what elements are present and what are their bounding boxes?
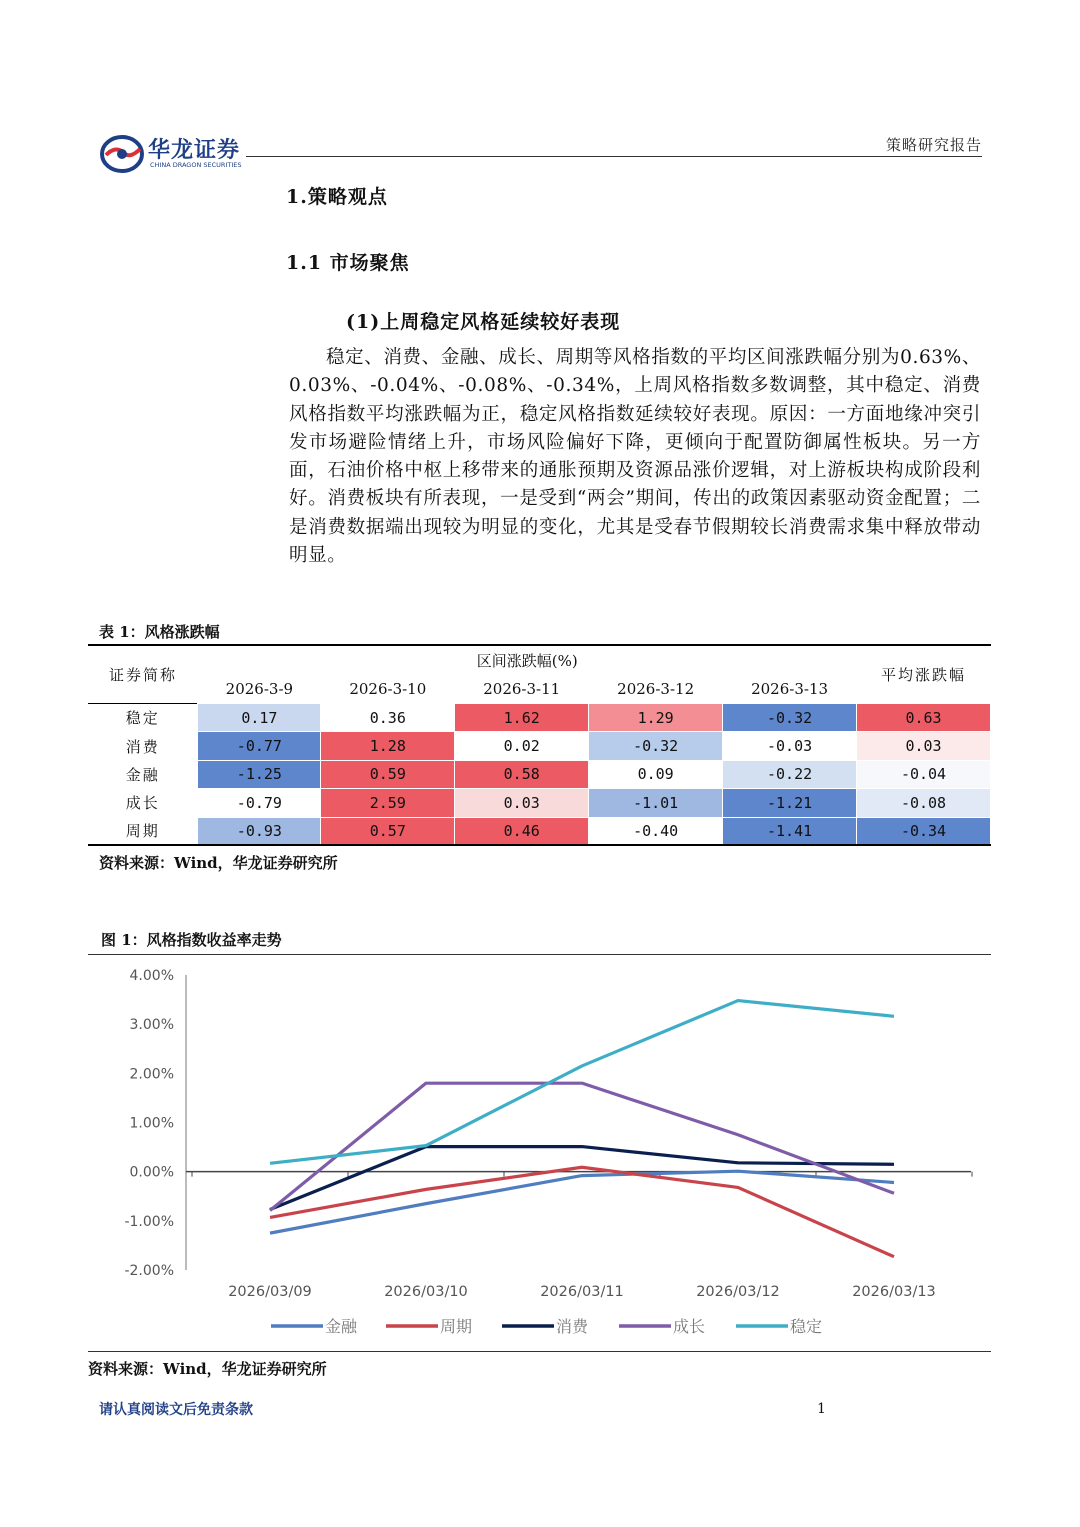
table-cell: -1.25: [198, 760, 321, 788]
table-source: 资料来源：Wind，华龙证券研究所: [99, 854, 338, 872]
table-title: 表 1：风格涨跌幅: [99, 623, 220, 641]
section-heading-1-1: 1.1 市场聚焦: [286, 252, 410, 274]
table-cell: -0.77: [198, 732, 321, 760]
section-heading-1: 1.策略观点: [286, 186, 388, 208]
legend-label: 消费: [556, 1317, 589, 1336]
figure-title: 图 1：风格指数收益率走势: [101, 931, 282, 949]
avg-cell: 0.63: [857, 704, 991, 732]
header-divider: [246, 156, 982, 157]
col-header-date: 2026-3-13: [751, 680, 829, 698]
table-cell: -0.03: [723, 732, 857, 760]
body-paragraph: 稳定、消费、金融、成长、周期等风格指数的平均区间涨跌幅分别为0.63%、0.03%、-0.04%、-0.08%、-0.34%，上周风格指数多数调整，其中稳定、消费风格指数平均涨跌幅为正，稳定风格指数延续较好表现。原因：一方面地缘冲突引发市场避险情绪上升，市场风险偏好下降，更倾向于配置防御属性板块。另一方面，石油价格中枢上移带来的通胀预期及资源品涨价逻辑，对上游板块构成阶段利好。消费板块有所表现，一是受到“两会”期间，传出的政策因素驱动资金配置；二是消费数据端出现较为明显的变化，尤其是受春节假期较长消费需求集中释放带动明显。: [289, 347, 981, 567]
col-header-avg: 平均涨跌幅: [881, 666, 967, 684]
table-cell: 0.59: [321, 760, 455, 788]
col-header-date: 2026-3-12: [617, 680, 695, 698]
table-cell: -1.41: [723, 817, 857, 845]
avg-cell: -0.04: [857, 760, 991, 788]
row-label: 金融: [125, 765, 160, 784]
col-header-name: 证券简称: [108, 666, 177, 684]
subsection-heading: (1)上周稳定风格延续较好表现: [346, 311, 621, 333]
y-tick-label: 0.00%: [129, 1164, 174, 1181]
table-cell: 1.28: [321, 732, 455, 760]
legend-label: 成长: [673, 1317, 706, 1336]
table-row: [88, 760, 991, 788]
table-cell: 0.02: [455, 732, 589, 760]
y-tick-label: 3.00%: [129, 1017, 174, 1034]
table-row: [88, 732, 991, 760]
table-cell: -1.01: [589, 789, 723, 817]
col-header-group: 区间涨跌幅(%): [476, 652, 578, 670]
brand-name-en: CHINA DRAGON SECURITIES: [150, 161, 242, 169]
table-cell: -0.32: [589, 732, 723, 760]
figure-source: 资料来源：Wind，华龙证券研究所: [88, 1360, 327, 1378]
x-tick-label: 2026/03/09: [228, 1284, 312, 1300]
table-cell: 0.17: [198, 704, 321, 732]
style-index-line-chart: [88, 955, 991, 1350]
col-header-date: 2026-3-11: [483, 680, 561, 698]
x-tick-label: 2026/03/11: [540, 1284, 624, 1300]
avg-cell: -0.08: [857, 789, 991, 817]
legend-label: 周期: [440, 1317, 473, 1336]
y-tick-label: 2.00%: [129, 1066, 174, 1083]
x-tick-label: 2026/03/12: [696, 1284, 780, 1300]
x-tick-label: 2026/03/10: [384, 1284, 468, 1300]
y-tick-label: -2.00%: [124, 1263, 174, 1279]
table-row: [88, 817, 991, 845]
table-cell: 0.09: [589, 760, 723, 788]
avg-cell: -0.34: [857, 817, 991, 845]
table-row: [88, 704, 991, 732]
table-cell: -0.40: [589, 817, 723, 845]
row-label: 成长: [125, 794, 160, 813]
x-tick-label: 2026/03/13: [852, 1284, 936, 1300]
series-line-1: [270, 1167, 894, 1256]
avg-cell: 0.03: [857, 732, 991, 760]
y-tick-label: 4.00%: [129, 968, 174, 984]
table-row: [88, 789, 991, 817]
disclaimer-link[interactable]: 请认真阅读文后免责条款: [99, 1402, 253, 1418]
dragon-logo-icon: [100, 133, 144, 175]
table-cell: -1.21: [723, 789, 857, 817]
brand-name-cn: 华龙证券: [148, 138, 241, 163]
row-label: 消费: [125, 737, 160, 756]
table-cell: 0.03: [455, 789, 589, 817]
legend-label: 稳定: [790, 1317, 823, 1336]
table-cell: 0.57: [321, 817, 455, 845]
y-tick-label: 1.00%: [129, 1115, 174, 1132]
style-return-table: [88, 644, 991, 846]
y-tick-label: -1.00%: [124, 1213, 174, 1230]
table-cell: 1.62: [455, 704, 589, 732]
page-number: 1: [817, 1401, 826, 1417]
row-label: 周期: [125, 822, 160, 841]
table-cell: -0.79: [198, 789, 321, 817]
table-cell: -0.32: [723, 704, 857, 732]
table-cell: -0.22: [723, 760, 857, 788]
col-header-date: 2026-3-9: [225, 680, 294, 698]
col-header-date: 2026-3-10: [349, 680, 427, 698]
table-cell: 0.36: [321, 704, 455, 732]
legend-label: 金融: [325, 1317, 358, 1336]
table-cell: 0.58: [455, 760, 589, 788]
table-cell: -0.93: [198, 817, 321, 845]
table-cell: 1.29: [589, 704, 723, 732]
figure-bottom-rule: [88, 1351, 991, 1352]
doc-type-label: 策略研究报告: [885, 136, 982, 154]
row-label: 稳定: [125, 709, 160, 728]
company-logo: [100, 133, 255, 175]
table-cell: 2.59: [321, 789, 455, 817]
table-cell: 0.46: [455, 817, 589, 845]
